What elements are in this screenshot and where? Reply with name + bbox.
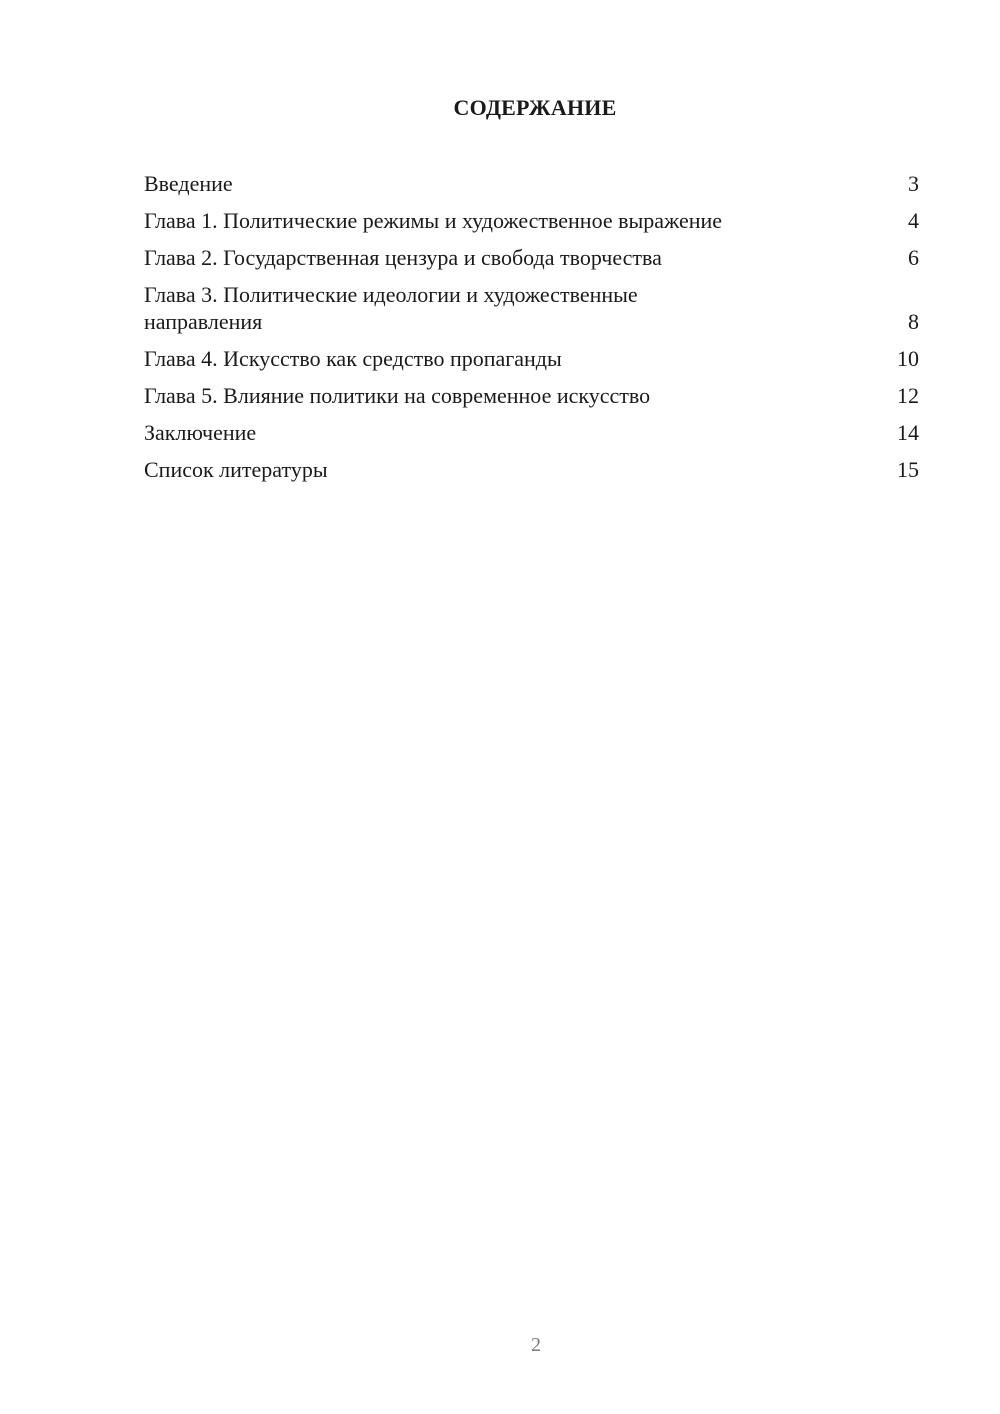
table-of-contents	[144, 170, 919, 493]
toc-entry-conclusion[interactable]	[144, 419, 919, 446]
toc-entry-page: 8	[908, 309, 919, 334]
toc-entry-page: 12	[897, 383, 919, 408]
toc-entry-chapter-3[interactable]	[144, 281, 919, 335]
toc-entry-chapter-1[interactable]	[144, 207, 919, 234]
toc-entry-label: Глава 2. Государственная цензура и свобода творчества	[144, 245, 662, 270]
toc-entry-introduction[interactable]	[144, 170, 919, 197]
page-number: 2	[531, 1334, 541, 1356]
toc-entry-label: Глава 4. Искусство как средство пропаганды	[144, 346, 562, 371]
toc-entry-page: 6	[908, 245, 919, 270]
toc-entry-page: 3	[908, 171, 919, 196]
toc-entry-label: Введение	[144, 171, 233, 196]
toc-entry-label: Заключение	[144, 420, 257, 445]
toc-entry-label: Глава 1. Политические режимы и художественное выражение	[144, 208, 723, 233]
toc-entry-chapter-5[interactable]	[144, 382, 919, 409]
toc-entry-page: 14	[897, 420, 919, 445]
toc-entry-chapter-2[interactable]	[144, 244, 919, 271]
toc-entry-label: Список литературы	[144, 457, 328, 482]
page-title: СОДЕРЖАНИЕ	[453, 95, 617, 120]
toc-entry-chapter-4[interactable]	[144, 345, 919, 372]
toc-entry-page: 4	[908, 208, 919, 233]
toc-entry-page: 10	[897, 346, 919, 371]
toc-entry-page: 15	[897, 457, 919, 482]
toc-entry-label: Глава 3. Политические идеологии и художественные направления	[144, 282, 638, 334]
toc-entry-label: Глава 5. Влияние политики на современное искусство	[144, 383, 651, 408]
toc-entry-references[interactable]	[144, 456, 919, 483]
